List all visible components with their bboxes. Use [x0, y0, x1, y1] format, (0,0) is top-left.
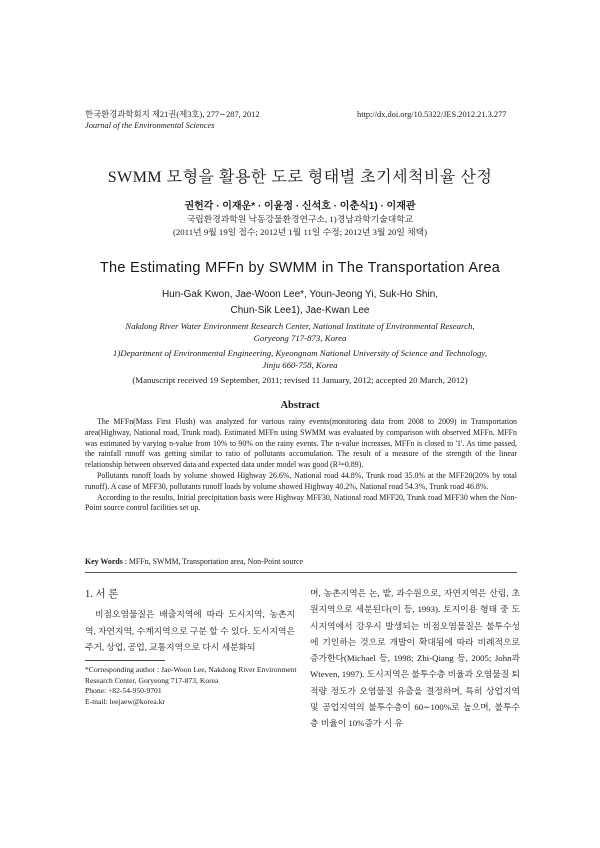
- english-dates: (Manuscript received 19 September, 2011; revised 11 January, 2012; accepted 20 March, 2012): [132, 375, 468, 385]
- intro-paragraph-left: 비점오염물질은 배출지역에 따라 도시지역, 농촌지역, 자연지역, 수계지역으로 구분 할 수 있다. 도시지역은 주거, 상업, 공업, 교통지역으로 다시 세분화되: [85, 609, 295, 652]
- affiliation2-line1: 1)Department of Environmental Engineering, Kyeongnam National University of Science and Technology,: [112, 348, 488, 358]
- doi-link[interactable]: http://dx.doi.org/10.5322/JES.2012.21.3.277: [357, 110, 507, 119]
- section-heading-introduction: 1. 서 론: [85, 589, 119, 600]
- right-column: [310, 585, 520, 732]
- korean-dates: (2011년 9월 19일 접수; 2012년 1월 11일 수정; 2012년 3월 20일 채택): [172, 227, 428, 237]
- footnote-line-2: Phone: +82-54-950-9701: [85, 686, 162, 696]
- abstract-paragraph-3: According to the results, Initial precipitation basis were Highway MFF30, National road MFF20, Trunk road MFF30 when the Non-Point source control facilities set up.: [85, 492, 517, 513]
- keywords-text: : MFFn, SWMM, Transportation area, Non-Point source: [122, 557, 303, 566]
- korean-authors: 권헌각 · 이재운* · 이윤정 · 신석호 · 이춘식1) · 이재관: [184, 201, 416, 212]
- korean-title: SWMM 모형을 활용한 도로 형태별 초기세척비율 산정: [107, 169, 493, 186]
- footnote-divider: [85, 660, 165, 661]
- english-title: The Estimating MFFn by SWMM in The Transportation Area: [99, 260, 501, 276]
- running-header-left: [85, 109, 260, 131]
- abstract-paragraph-2: Pollutants runoff loads by volume showed Highway 26.6%, National road 44.8%, Trunk road 35.0% at the MFF20(20% by total runoff). A case of MFF30, pollutants runoff loads by volume showed Highway 40.2%, National road 54.3%, Trunk road 46.8%.: [85, 470, 517, 491]
- section-divider: [85, 572, 517, 573]
- keywords: [85, 557, 303, 566]
- korean-affiliation: 국립환경과학원 낙동강물환경연구소, 1)경남과학기술대학교: [186, 214, 414, 224]
- corresponding-author-footnote: [85, 665, 300, 707]
- keywords-label: Key Words: [85, 557, 123, 566]
- abstract-heading: Abstract: [280, 400, 320, 411]
- affiliation1-line1: Nakdong River Water Environment Research Center, National Institute of Environmental Research,: [125, 321, 475, 331]
- abstract-body: [85, 417, 517, 514]
- affiliation2-line2: Jinju 660-758, Korea: [262, 360, 338, 370]
- journal-citation-korean: 한국환경과학회지 제21권(제3호), 277∼287, 2012: [85, 110, 260, 119]
- footnote-line-3: E-mail: leejaew@korea.kr: [85, 696, 165, 706]
- english-authors-line2: Chun-Sik Lee1), Jae-Kwan Lee: [230, 305, 370, 316]
- abstract-paragraph-1: The MFFn(Mass First Flush) was analyzed for various rainy events(monitoring data from 2008 to 2009) in Transportation area(Highway, National road, Trunk road). Estimated MFFn using SWMM was evaluated by comparison with observed MFFn. MFFn was estimated by varying n-value from 10% to 90% on the rainy events. The n-value increases, MFFn is closed to '1'. As time passed, the rainfall runoff was getting similar to ratio of pollutants accumulation. The result of a measure of the strength of the linear relationship between observed data and expected data under model was good (R²=0.89).: [85, 417, 517, 470]
- footnote-line-1: *Corresponding author : Jae-Woon Lee, Nakdong River Environment Research Center, Goryeong 717-873, Korea: [85, 665, 297, 685]
- journal-name-english: Journal of the Environmental Sciences: [85, 121, 215, 130]
- left-column: [85, 587, 295, 655]
- english-authors-line1: Hun-Gak Kwon, Jae-Woon Lee*, Youn-Jeong Yi, Suk-Ho Shin,: [161, 289, 439, 300]
- intro-paragraph-right: 며, 농촌지역은 논, 밭, 과수원으로, 자연지역은 산림, 초원지역으로 세분된다(이 등, 1993). 토지이용 형태 중 도시지역에서 강우시 발생되는 비점오염물질은 불투수성에 기인하는 것으로 개발이 확대됨에 따라 비례적으로 증가한다(Michael 등, 1998; Zhi-Qiang 등, 2005; John과 Wteven, 1997). 도시지역은 불투수층 비율과 오염물질 퇴적량 정도가 오염물질 유출을 결정하며, 특히 상업지역 및 공업지역의 불투수층이 60∼100%로 높으며, 불투수층 비율이 10%증가 시 유: [310, 588, 520, 729]
- affiliation1-line2: Goryeong 717-873, Korea: [253, 333, 347, 343]
